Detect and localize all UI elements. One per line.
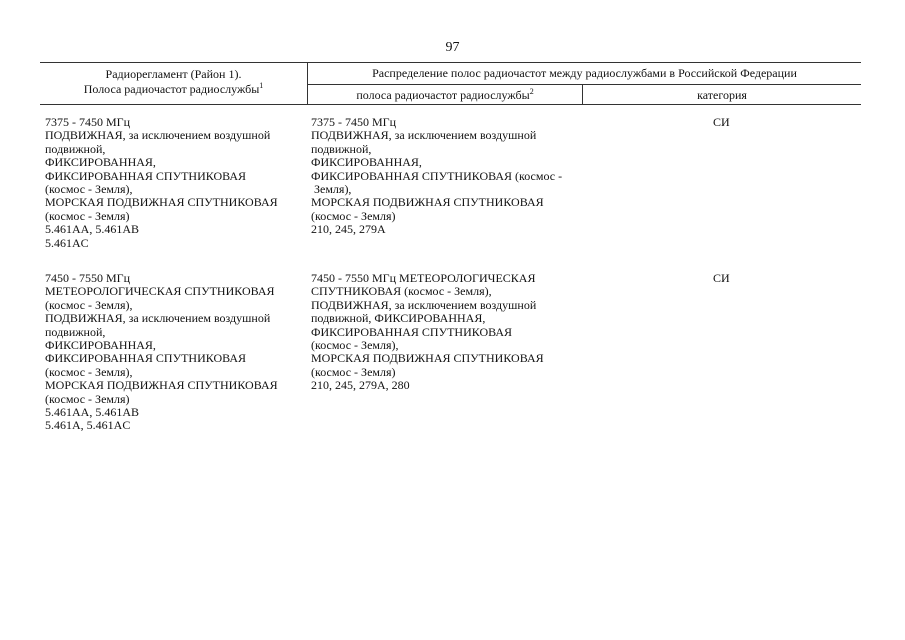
- subheader-category-text: категория: [697, 88, 747, 102]
- row-2-left-line: 7450 - 7550 МГц: [45, 271, 131, 285]
- row-2-left-line: ФИКСИРОВАННАЯ,: [45, 338, 156, 353]
- header-top-right: [308, 66, 861, 81]
- row-1-left-line: (космос - Земля),: [45, 182, 133, 197]
- row-1-left-line: 5.461AC: [45, 235, 89, 250]
- row-2-middle-line: МОРСКАЯ ПОДВИЖНАЯ СПУТНИКОВАЯ: [311, 351, 544, 366]
- header-left-line2-text: Полоса радиочастот радиослужбы: [83, 82, 260, 96]
- page-number: 97: [445, 40, 460, 55]
- row-2-left-line: МЕТЕОРОЛОГИЧЕСКАЯ СПУТНИКОВАЯ: [45, 284, 275, 299]
- table-top-rule: [40, 62, 861, 63]
- row-2-middle-line: (космос - Земля): [311, 364, 396, 379]
- row-2-middle-cell: [311, 272, 579, 393]
- row-2-left-line: (космос - Земля): [45, 391, 130, 406]
- row-1-category: СИ: [713, 115, 730, 129]
- header-left-cell: [40, 67, 307, 97]
- row-2-middle-line: 7450 - 7550 МГц МЕТЕОРОЛОГИЧЕСКАЯ: [311, 271, 536, 285]
- row-1-left-line: подвижной,: [45, 141, 106, 156]
- row-2-left-line: 5.461A, 5.461AC: [45, 418, 131, 433]
- row-1-left-line: (космос - Земля): [45, 208, 130, 223]
- row-1-left-line: ПОДВИЖНАЯ, за исключением воздушной: [45, 128, 271, 143]
- row-1-middle-cell: [311, 116, 579, 237]
- row-2-middle-line: 210, 245, 279А, 280: [311, 378, 410, 393]
- row-2-left-line: ФИКСИРОВАННАЯ СПУТНИКОВАЯ: [45, 351, 247, 366]
- row-1-left-line: 7375 - 7450 МГц: [45, 115, 131, 129]
- subheader-band: [308, 88, 582, 103]
- row-1-middle-line: ФИКСИРОВАННАЯ,: [311, 155, 422, 170]
- row-2-left-line: 5.461AA, 5.461AB: [45, 405, 140, 420]
- row-2-left-line: ПОДВИЖНАЯ, за исключением воздушной: [45, 311, 271, 326]
- row-2-middle-line: подвижной, ФИКСИРОВАННАЯ,: [311, 311, 486, 326]
- row-1-middle-line: МОРСКАЯ ПОДВИЖНАЯ СПУТНИКОВАЯ: [311, 195, 544, 210]
- row-2-left-line: подвижной,: [45, 324, 106, 339]
- footnote-marker-2: 2: [529, 87, 534, 96]
- footnote-marker-1: 1: [259, 81, 264, 90]
- row-2-middle-line: ФИКСИРОВАННАЯ СПУТНИКОВАЯ: [311, 324, 513, 339]
- row-2-left-line: (космос - Земля),: [45, 297, 133, 312]
- row-1-middle-line: ПОДВИЖНАЯ, за исключением воздушной: [311, 128, 537, 143]
- row-2-category: СИ: [713, 271, 730, 285]
- header-top-right-text: Распределение полос радиочастот между радиослужбами в Российской Федерации: [372, 66, 797, 80]
- row-1-left-line: ФИКСИРОВАННАЯ СПУТНИКОВАЯ: [45, 168, 247, 183]
- header-left-line2: [40, 82, 307, 97]
- row-2-left-line: (космос - Земля),: [45, 364, 133, 379]
- row-1-middle-line: подвижной,: [311, 141, 372, 156]
- row-1-middle-line: 7375 - 7450 МГц: [311, 115, 397, 129]
- row-1-middle-line: Земля),: [311, 182, 352, 197]
- row-1-left-line: ФИКСИРОВАННАЯ,: [45, 155, 156, 170]
- header-bottom-rule: [40, 104, 861, 105]
- row-1-middle-line: (космос - Земля): [311, 208, 396, 223]
- row-2-middle-line: ПОДВИЖНАЯ, за исключением воздушной: [311, 297, 537, 312]
- subheader-category: [583, 88, 861, 103]
- row-1-middle-line: ФИКСИРОВАННАЯ СПУТНИКОВАЯ (космос -: [311, 168, 563, 183]
- header-mid-rule: [307, 84, 861, 85]
- row-1-left-line: 5.461AA, 5.461AB: [45, 222, 140, 237]
- subheader-band-text: полоса радиочастот радиослужбы: [356, 88, 530, 102]
- row-2-left-line: МОРСКАЯ ПОДВИЖНАЯ СПУТНИКОВАЯ: [45, 378, 278, 393]
- row-2-middle-line: СПУТНИКОВАЯ (космос - Земля),: [311, 284, 492, 299]
- row-1-left-cell: [45, 116, 305, 250]
- row-2-left-cell: [45, 272, 305, 433]
- header-left-line1: Радиорегламент (Район 1).: [105, 67, 242, 81]
- row-1-left-line: МОРСКАЯ ПОДВИЖНАЯ СПУТНИКОВАЯ: [45, 195, 278, 210]
- row-2-middle-line: (космос - Земля),: [311, 338, 399, 353]
- row-1-middle-line: 210, 245, 279А: [311, 222, 386, 237]
